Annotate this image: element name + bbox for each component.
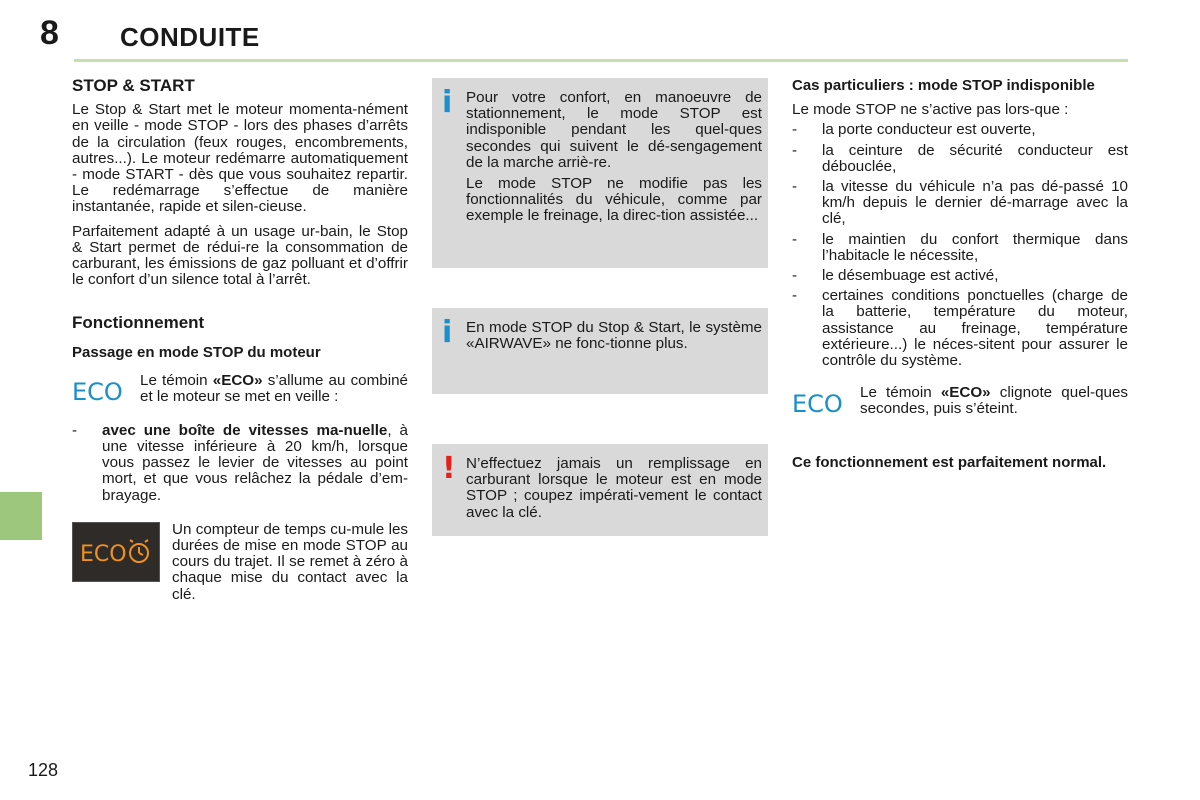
- warning-box-refuel-text: N’effectuez jamais un remplissage en carburant lorsque le moteur est en mode STOP ; coupez impérati-vement le contact avec la clé.: [466, 455, 762, 521]
- eco-indicator-text: Le témoin «ECO» s’allume au combiné et le moteur se met en veille :: [140, 371, 408, 406]
- intro-paragraph: Le Stop & Start met le moteur momenta-nément en veille - mode STOP - lors des phases d’arrêts de la circulation (feux rouges, encombrements, autres...). Le moteur redémarre automatiquement - mode START - dès que vous souhaitez repartir. Le redémarrage s’effectue de manière instantanée, rapide et silen-cieuse.: [72, 101, 408, 216]
- info-icon: i: [442, 85, 453, 120]
- list-item: - avec une boîte de vitesses ma-nuelle, à une vitesse inférieure à 20 km/h, lorsque vous passez le levier de vitesses au point mort, et que vous relâchez la pédale d’em-brayage.: [72, 423, 408, 504]
- eco-blink-text: Le témoin «ECO» clignote quel-ques secondes, puis s’éteint.: [860, 384, 1128, 418]
- info-box-parking-text-1: Pour votre confort, en manoeuvre de stationnement, le mode STOP est indisponible pendant les quel-ques secondes qui suivent le dé-sengagement de la marche arriè-re.: [466, 89, 762, 171]
- section-title: STOP & START: [72, 76, 195, 95]
- info-box-parking: [432, 78, 768, 268]
- chapter-title: CONDUITE: [120, 22, 260, 52]
- eco-indicator-icon: [72, 373, 130, 409]
- stop-counter-row: [72, 522, 408, 603]
- svg-text:ECO: ECO: [80, 541, 127, 567]
- right-column: [792, 78, 1128, 471]
- info-box-airwave-text: En mode STOP du Stop & Start, le système «AIRWAVE» ne fonc-tionne plus.: [466, 319, 762, 353]
- special-cases-heading: Cas particuliers : mode STOP indisponible: [792, 77, 1095, 94]
- info-box-airwave: [432, 308, 768, 394]
- list-item: - le maintien du confort thermique dans l’habitacle le nécessite,: [792, 232, 1128, 264]
- eco-blink-row: [792, 385, 1128, 421]
- stop-counter-text: Un compteur de temps cu-mule les durées de mise en mode STOP au cours du trajet. Il se remet à zéro à chaque mise du contact avec la clé.: [172, 520, 408, 603]
- stop-mode-subheading: Passage en mode STOP du moteur: [72, 343, 321, 361]
- eco-counter-icon: [72, 522, 160, 582]
- left-column: [72, 74, 408, 603]
- list-item: - la vitesse du véhicule n’a pas dé-passé 10 km/h depuis le dernier dé-marrage avec la clé,: [792, 179, 1128, 228]
- warning-box-refuel: [432, 444, 768, 536]
- header-rule: [74, 59, 1128, 62]
- eco-indicator-icon: [792, 385, 850, 421]
- eco-indicator-row: [72, 373, 408, 409]
- warning-icon: !: [442, 451, 456, 486]
- list-item: - la ceinture de sécurité conducteur est débouclée,: [792, 143, 1128, 175]
- normal-operation-note: Ce fonctionnement est parfaitement normal.: [792, 454, 1107, 472]
- page-number: 128: [28, 760, 59, 780]
- manual-gearbox-list: [72, 423, 408, 504]
- info-icon: i: [442, 315, 453, 350]
- fonctionnement-heading: Fonctionnement: [72, 313, 205, 333]
- chapter-tab: [0, 492, 42, 540]
- svg-text:ECO: ECO: [792, 390, 843, 419]
- special-cases-intro: Le mode STOP ne s’active pas lors-que :: [792, 101, 1069, 119]
- list-item: - la porte conducteur est ouverte,: [792, 122, 1128, 138]
- eco-glyph-text: ECO: [72, 377, 123, 406]
- conditions-list: [792, 122, 1128, 369]
- info-box-parking-text-2: Le mode STOP ne modifie pas les fonctionnalités du véhicule, comme par exemple le freinage, la direc-tion assistée...: [466, 175, 762, 225]
- chapter-number: 8: [40, 14, 59, 52]
- list-item: - certaines conditions ponctuelles (charge de la batterie, température du moteur, assistance au freinage, température extérieure...) le néces-sitent pour assurer le contrôle du système.: [792, 288, 1128, 369]
- urban-paragraph: Parfaitement adapté à un usage ur-bain, le Stop & Start permet de rédui-re la consommation de carburant, les émissions de gaz polluant et d’offrir le confort d’un silence total à l’arrêt.: [72, 222, 408, 289]
- list-item: - le désembuage est activé,: [792, 268, 1128, 284]
